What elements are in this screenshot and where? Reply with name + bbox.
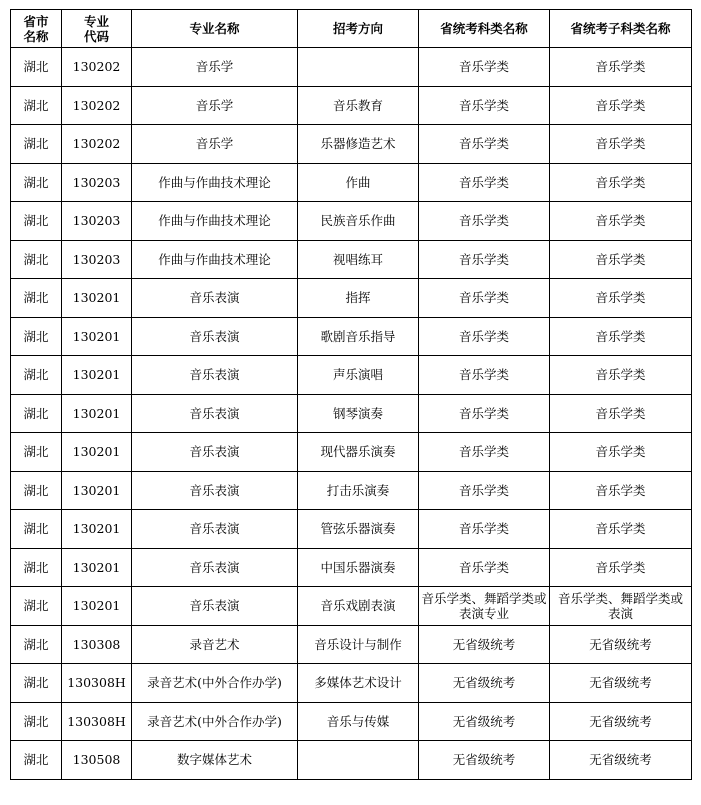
cell-exam-category: 音乐学类 xyxy=(419,394,550,433)
cell-direction: 作曲 xyxy=(298,163,419,202)
cell-exam-subcategory: 音乐学类 xyxy=(550,86,692,125)
header-row xyxy=(11,10,692,48)
cell-major-name: 音乐表演 xyxy=(132,356,298,395)
cell-province: 湖北 xyxy=(11,625,62,664)
cell-direction: 歌剧音乐指导 xyxy=(298,317,419,356)
cell-major-name: 音乐表演 xyxy=(132,433,298,472)
cell-code: 130201 xyxy=(62,510,132,549)
cell-exam-subcategory: 音乐学类 xyxy=(550,125,692,164)
cell-code: 130203 xyxy=(62,202,132,241)
cell-direction: 指挥 xyxy=(298,279,419,318)
cell-code: 130202 xyxy=(62,125,132,164)
cell-direction: 打击乐演奏 xyxy=(298,471,419,510)
cell-exam-subcategory: 音乐学类 xyxy=(550,48,692,87)
cell-major-name: 音乐表演 xyxy=(132,548,298,587)
cell-direction: 声乐演唱 xyxy=(298,356,419,395)
cell-exam-category: 音乐学类 xyxy=(419,163,550,202)
cell-code: 130201 xyxy=(62,433,132,472)
cell-province: 湖北 xyxy=(11,548,62,587)
header-major-name: 专业名称 xyxy=(132,10,298,48)
cell-province: 湖北 xyxy=(11,48,62,87)
cell-exam-category: 音乐学类 xyxy=(419,86,550,125)
cell-exam-subcategory: 音乐学类 xyxy=(550,394,692,433)
table-row xyxy=(11,48,692,87)
cell-major-name: 作曲与作曲技术理论 xyxy=(132,202,298,241)
cell-exam-category: 音乐学类、舞蹈学类或表演专业 xyxy=(419,587,550,626)
major-table xyxy=(10,9,692,780)
cell-province: 湖北 xyxy=(11,356,62,395)
table-row xyxy=(11,279,692,318)
cell-exam-subcategory: 音乐学类 xyxy=(550,548,692,587)
cell-code: 130201 xyxy=(62,394,132,433)
table-row xyxy=(11,702,692,741)
cell-direction xyxy=(298,741,419,780)
cell-exam-category: 音乐学类 xyxy=(419,48,550,87)
cell-code: 130308 xyxy=(62,625,132,664)
cell-exam-category: 音乐学类 xyxy=(419,548,550,587)
cell-major-name: 作曲与作曲技术理论 xyxy=(132,163,298,202)
cell-major-name: 音乐学 xyxy=(132,125,298,164)
cell-exam-category: 音乐学类 xyxy=(419,317,550,356)
cell-direction: 现代器乐演奏 xyxy=(298,433,419,472)
cell-exam-subcategory: 音乐学类 xyxy=(550,202,692,241)
cell-exam-subcategory: 音乐学类 xyxy=(550,510,692,549)
cell-province: 湖北 xyxy=(11,587,62,626)
cell-direction: 乐器修造艺术 xyxy=(298,125,419,164)
cell-exam-subcategory: 无省级统考 xyxy=(550,664,692,703)
cell-direction: 音乐教育 xyxy=(298,86,419,125)
cell-province: 湖北 xyxy=(11,741,62,780)
cell-exam-category: 音乐学类 xyxy=(419,279,550,318)
cell-exam-subcategory: 无省级统考 xyxy=(550,625,692,664)
cell-code: 130202 xyxy=(62,48,132,87)
table-row xyxy=(11,125,692,164)
header-exam-subcategory: 省统考子科类名称 xyxy=(550,10,692,48)
cell-major-name: 音乐学 xyxy=(132,86,298,125)
cell-province: 湖北 xyxy=(11,279,62,318)
cell-exam-category: 无省级统考 xyxy=(419,664,550,703)
cell-major-name: 录音艺术(中外合作办学) xyxy=(132,664,298,703)
cell-code: 130201 xyxy=(62,279,132,318)
cell-major-name: 音乐表演 xyxy=(132,510,298,549)
table-row xyxy=(11,471,692,510)
cell-direction: 管弦乐器演奏 xyxy=(298,510,419,549)
cell-exam-category: 无省级统考 xyxy=(419,625,550,664)
cell-exam-category: 音乐学类 xyxy=(419,240,550,279)
header-code: 专业 代码 xyxy=(62,10,132,48)
table-row xyxy=(11,664,692,703)
table-row xyxy=(11,240,692,279)
cell-province: 湖北 xyxy=(11,202,62,241)
table-row xyxy=(11,394,692,433)
cell-province: 湖北 xyxy=(11,510,62,549)
cell-major-name: 音乐学 xyxy=(132,48,298,87)
header-direction: 招考方向 xyxy=(298,10,419,48)
cell-province: 湖北 xyxy=(11,394,62,433)
cell-code: 130203 xyxy=(62,163,132,202)
cell-exam-subcategory: 音乐学类 xyxy=(550,317,692,356)
cell-exam-category: 音乐学类 xyxy=(419,356,550,395)
cell-direction: 音乐戏剧表演 xyxy=(298,587,419,626)
table-row xyxy=(11,356,692,395)
cell-major-name: 数字媒体艺术 xyxy=(132,741,298,780)
cell-direction: 中国乐器演奏 xyxy=(298,548,419,587)
table-row xyxy=(11,510,692,549)
cell-direction: 视唱练耳 xyxy=(298,240,419,279)
cell-province: 湖北 xyxy=(11,125,62,164)
table-row xyxy=(11,548,692,587)
cell-province: 湖北 xyxy=(11,702,62,741)
cell-province: 湖北 xyxy=(11,240,62,279)
cell-direction: 多媒体艺术设计 xyxy=(298,664,419,703)
cell-major-name: 音乐表演 xyxy=(132,394,298,433)
cell-code: 130203 xyxy=(62,240,132,279)
header-province: 省市 名称 xyxy=(11,10,62,48)
cell-exam-subcategory: 音乐学类 xyxy=(550,471,692,510)
cell-major-name: 作曲与作曲技术理论 xyxy=(132,240,298,279)
cell-exam-category: 音乐学类 xyxy=(419,125,550,164)
cell-major-name: 音乐表演 xyxy=(132,317,298,356)
cell-direction: 音乐与传媒 xyxy=(298,702,419,741)
cell-direction: 钢琴演奏 xyxy=(298,394,419,433)
cell-code: 130308H xyxy=(62,664,132,703)
table-row xyxy=(11,202,692,241)
cell-province: 湖北 xyxy=(11,317,62,356)
header-exam-category: 省统考科类名称 xyxy=(419,10,550,48)
cell-major-name: 音乐表演 xyxy=(132,471,298,510)
table-row xyxy=(11,163,692,202)
cell-major-name: 音乐表演 xyxy=(132,587,298,626)
table-row xyxy=(11,625,692,664)
cell-exam-category: 无省级统考 xyxy=(419,741,550,780)
cell-code: 130201 xyxy=(62,471,132,510)
cell-exam-subcategory: 无省级统考 xyxy=(550,702,692,741)
cell-direction: 音乐设计与制作 xyxy=(298,625,419,664)
cell-province: 湖北 xyxy=(11,433,62,472)
cell-exam-category: 音乐学类 xyxy=(419,471,550,510)
table-row xyxy=(11,587,692,626)
cell-exam-category: 音乐学类 xyxy=(419,433,550,472)
cell-exam-subcategory: 音乐学类 xyxy=(550,356,692,395)
cell-major-name: 音乐表演 xyxy=(132,279,298,318)
cell-exam-subcategory: 音乐学类 xyxy=(550,163,692,202)
cell-exam-category: 音乐学类 xyxy=(419,510,550,549)
cell-major-name: 录音艺术 xyxy=(132,625,298,664)
cell-province: 湖北 xyxy=(11,664,62,703)
cell-exam-category: 音乐学类 xyxy=(419,202,550,241)
cell-exam-category: 无省级统考 xyxy=(419,702,550,741)
table-row xyxy=(11,86,692,125)
cell-province: 湖北 xyxy=(11,163,62,202)
table-row xyxy=(11,433,692,472)
cell-code: 130201 xyxy=(62,317,132,356)
cell-exam-subcategory: 音乐学类、舞蹈学类或表演 xyxy=(550,587,692,626)
cell-province: 湖北 xyxy=(11,471,62,510)
table-row xyxy=(11,741,692,780)
cell-code: 130308H xyxy=(62,702,132,741)
cell-direction: 民族音乐作曲 xyxy=(298,202,419,241)
cell-code: 130201 xyxy=(62,587,132,626)
cell-code: 130202 xyxy=(62,86,132,125)
table-row xyxy=(11,317,692,356)
cell-direction xyxy=(298,48,419,87)
cell-major-name: 录音艺术(中外合作办学) xyxy=(132,702,298,741)
cell-exam-subcategory: 音乐学类 xyxy=(550,240,692,279)
cell-code: 130201 xyxy=(62,548,132,587)
cell-exam-subcategory: 音乐学类 xyxy=(550,433,692,472)
cell-code: 130508 xyxy=(62,741,132,780)
cell-exam-subcategory: 无省级统考 xyxy=(550,741,692,780)
cell-exam-subcategory: 音乐学类 xyxy=(550,279,692,318)
cell-province: 湖北 xyxy=(11,86,62,125)
cell-code: 130201 xyxy=(62,356,132,395)
